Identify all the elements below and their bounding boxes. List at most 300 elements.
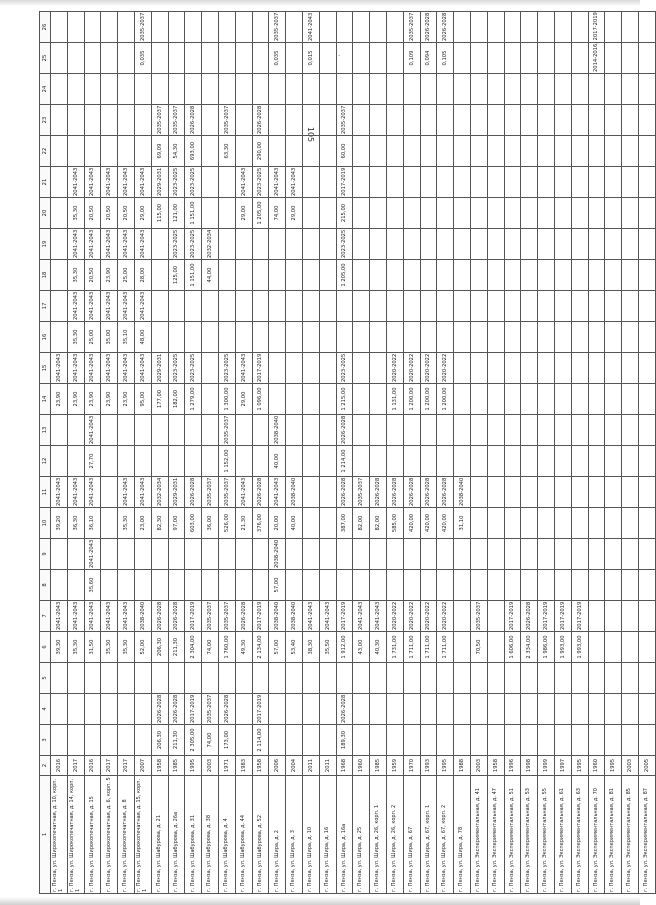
table-cell [454,12,471,43]
table-cell [302,291,319,322]
table-cell [605,384,622,415]
table-cell [235,12,252,43]
table-cell [454,74,471,105]
table-cell [269,384,286,415]
address-cell: г. Пенза, ул. Шира, д. 10 [302,776,319,894]
table-cell [101,539,118,570]
table-cell [101,663,118,694]
table-cell: 2041-2043 [67,353,84,384]
table-cell [403,570,420,601]
table-cell [504,229,521,260]
address-cell: г. Пенза, ул. Шира, д. 3 [286,776,303,894]
table-cell [638,570,655,601]
table-cell: 2026-2028 [336,477,353,508]
table-cell [403,198,420,229]
table-cell [588,105,605,136]
table-cell [420,570,437,601]
table-row [202,12,219,894]
table-cell: 57,00 [269,570,286,601]
table-cell: 1 711,00 [403,632,420,663]
table-header-row [40,12,51,894]
table-cell: 2 334,00 [521,632,538,663]
table-cell [370,570,387,601]
table-cell: 2035-2037 [218,477,235,508]
table-cell [370,694,387,725]
table-cell [51,725,68,756]
table-cell: 35,30 [67,322,84,353]
table-cell [571,446,588,477]
table-cell [151,322,168,353]
table-cell [252,663,269,694]
table-cell [403,694,420,725]
table-cell [487,353,504,384]
table-cell: 35,30 [67,198,84,229]
table-cell [420,663,437,694]
table-cell [235,570,252,601]
table-row [437,12,454,894]
table-cell [302,384,319,415]
table-cell [487,539,504,570]
table-cell [151,291,168,322]
table-cell [151,415,168,446]
table-cell [269,74,286,105]
table-cell [252,12,269,43]
table-cell: 2023-2025 [185,353,202,384]
table-cell [386,136,403,167]
table-cell [302,570,319,601]
table-cell: 1 731,00 [386,632,403,663]
table-cell [605,322,622,353]
table-cell [218,229,235,260]
address-cell: г. Пенза, ул. Экспериментальная, д. 63 [571,776,588,894]
table-cell [252,415,269,446]
table-cell: 2007 [134,756,151,776]
table-cell [638,74,655,105]
address-cell: г. Пенза, ул. Широкопечатная, д. 10, корп. 1 [51,776,68,894]
table-cell: 387,00 [336,508,353,539]
table-cell: 1 711,00 [437,632,454,663]
table-cell [504,167,521,198]
table-cell [336,322,353,353]
table-cell [269,322,286,353]
table-cell: 2035-2037 [218,415,235,446]
table-cell [454,136,471,167]
table-cell [638,539,655,570]
table-cell: 2035-2037 [353,477,370,508]
table-cell [118,136,135,167]
table-cell: 2 134,00 [252,632,269,663]
table-cell: 2041-2043 [370,601,387,632]
table-cell [521,167,538,198]
table-cell [252,229,269,260]
table-cell: 20,00 [269,508,286,539]
table-cell [202,167,219,198]
table-cell [302,260,319,291]
table-row [622,12,639,894]
table-cell [588,136,605,167]
table-cell: 2041-2043 [302,601,319,632]
table-cell: 2026-2028 [437,477,454,508]
table-cell [134,725,151,756]
table-cell [437,198,454,229]
table-cell [353,260,370,291]
table-cell: 63,30 [218,136,235,167]
table-cell [235,291,252,322]
table-cell: 2023-2025 [185,167,202,198]
table-cell [538,384,555,415]
table-cell: 2041-2043 [118,601,135,632]
table-cell [151,12,168,43]
table-cell [605,694,622,725]
address-cell: г. Пенза, ул. Широкопечатная, д. 8 [118,776,135,894]
table-cell: 1 151,00 [185,260,202,291]
table-cell [168,322,185,353]
table-cell: 125,00 [168,260,185,291]
table-cell [51,663,68,694]
table-cell [605,570,622,601]
table-cell [319,322,336,353]
table-cell: 1993 [420,756,437,776]
table-cell [235,74,252,105]
table-cell: 2026-2028 [252,105,269,136]
table-cell [151,570,168,601]
table-cell [370,415,387,446]
table-cell [286,384,303,415]
column-number-header: 22 [40,136,51,167]
table-cell [336,570,353,601]
scan-speck: · [338,52,341,60]
table-cell [554,43,571,74]
table-row [151,12,168,894]
table-cell: 2041-2043 [67,291,84,322]
table-cell [605,291,622,322]
table-row [168,12,185,894]
table-cell [504,136,521,167]
table-cell [571,167,588,198]
table-cell [638,446,655,477]
table-cell [218,43,235,74]
table-cell [134,539,151,570]
table-cell [302,694,319,725]
table-cell [185,570,202,601]
table-cell [504,105,521,136]
table-cell: 35,30 [118,632,135,663]
table-cell [134,105,151,136]
table-cell: 2020-2022 [386,601,403,632]
column-number-header: 20 [40,198,51,229]
table-cell [487,105,504,136]
address-cell: г. Пенза, ул. Шира, д. 67, корп. 2 [437,776,454,894]
table-cell: 1 205,00 [336,260,353,291]
table-cell [554,12,571,43]
table-cell [605,601,622,632]
table-row [302,12,319,894]
table-row [252,12,269,894]
table-cell: 2023-2025 [252,167,269,198]
table-cell: 57,00 [269,632,286,663]
column-number-header: 17 [40,291,51,322]
table-cell: 82,00 [370,508,387,539]
table-cell [605,260,622,291]
table-cell [521,725,538,756]
table-cell: 49,30 [235,632,252,663]
table-cell [554,415,571,446]
table-cell [269,260,286,291]
table-cell: 2011 [302,756,319,776]
table-cell [605,663,622,694]
table-cell [437,446,454,477]
table-cell [638,477,655,508]
table-cell [470,694,487,725]
table-cell [370,725,387,756]
table-cell [605,539,622,570]
table-cell [622,12,639,43]
table-cell [101,477,118,508]
table-cell: 2026-2028 [336,415,353,446]
table-cell [521,570,538,601]
table-cell [118,12,135,43]
table-cell [286,260,303,291]
table-cell [269,105,286,136]
table-cell [588,167,605,198]
table-cell [202,198,219,229]
table-cell [538,415,555,446]
table-cell: 1 711,00 [420,632,437,663]
column-number-header: 6 [40,632,51,663]
table-cell [622,477,639,508]
table-cell [554,446,571,477]
table-cell [588,570,605,601]
table-cell [487,12,504,43]
table-cell [454,167,471,198]
table-cell: 2035-2037 [168,105,185,136]
table-cell [370,539,387,570]
address-cell: г. Пенза, ул. Экспериментальная, д. 47 [487,776,504,894]
address-cell: г. Пенза, ул. Шира, д. 78 [454,776,471,894]
table-cell [118,415,135,446]
table-cell [588,229,605,260]
table-cell [588,291,605,322]
address-cell: г. Пенза, ул. Экспериментальная, д. 53 [521,776,538,894]
address-cell: г. Пенза, ул. Экспериментальная, д. 87 [638,776,655,894]
table-cell [588,663,605,694]
table-cell [622,198,639,229]
table-cell: 2035-2037 [470,601,487,632]
table-cell [454,322,471,353]
table-cell: 1971 [218,756,235,776]
table-cell: 35,50 [319,632,336,663]
table-cell: 2041-2043 [84,291,101,322]
table-cell: 2035-2037 [151,105,168,136]
table-cell: 1 993,00 [571,632,588,663]
address-cell: г. Пенза, ул. Экспериментальная, д. 70 [588,776,605,894]
table-cell [454,632,471,663]
table-cell: 2026-2028 [403,477,420,508]
table-cell [638,415,655,446]
table-cell [571,198,588,229]
table-cell [353,725,370,756]
table-row [269,12,286,894]
table-cell [454,291,471,322]
table-cell: 2041-2043 [51,353,68,384]
table-cell: 2035-2037 [218,105,235,136]
table-cell [437,663,454,694]
table-cell: 1 205,00 [252,198,269,229]
table-cell [151,43,168,74]
table-cell [67,105,84,136]
table-cell [235,539,252,570]
table-cell [386,198,403,229]
table-cell [151,229,168,260]
table-cell [302,229,319,260]
column-number-header: 1 [40,776,51,894]
table-cell [504,539,521,570]
table-cell [454,570,471,601]
table-cell [571,415,588,446]
table-cell [605,74,622,105]
table-cell [218,198,235,229]
table-cell [638,105,655,136]
table-row [319,12,336,894]
table-cell [185,322,202,353]
table-cell [319,260,336,291]
table-cell [638,694,655,725]
column-number-header: 24 [40,74,51,105]
address-cell: г. Пенза, ул. Широкопечатная, д. 6, корп. 5 [101,776,118,894]
table-cell [538,539,555,570]
table-cell [51,415,68,446]
table-cell: 1 131,00 [386,384,403,415]
table-row [571,12,588,894]
table-row [554,12,571,894]
table-cell [386,291,403,322]
column-number-header: 4 [40,694,51,725]
table-cell [353,446,370,477]
table-cell: 2017-2019 [252,353,269,384]
table-cell: 2041-2043 [134,477,151,508]
table-cell [403,663,420,694]
address-cell: г. Пенза, ул. Шабурова, д. 44 [235,776,252,894]
table-cell: 2041-2043 [51,477,68,508]
table-cell [67,694,84,725]
table-cell [118,105,135,136]
table-cell [252,43,269,74]
table-cell [185,415,202,446]
table-cell [554,570,571,601]
table-cell [420,74,437,105]
table-cell [252,322,269,353]
table-cell [353,570,370,601]
table-cell [554,508,571,539]
table-cell [454,415,471,446]
table-cell: 2026-2028 [370,477,387,508]
table-cell: 2041-2043 [134,167,151,198]
table-cell [118,43,135,74]
table-cell [185,663,202,694]
table-cell: 20,50 [101,198,118,229]
table-cell [521,539,538,570]
table-cell [538,260,555,291]
table-cell: 2041-2043 [286,167,303,198]
table-cell [151,446,168,477]
table-cell: 2041-2043 [84,167,101,198]
table-cell [353,43,370,74]
table-cell [84,663,101,694]
table-cell [168,74,185,105]
table-cell [403,446,420,477]
table-row [185,12,202,894]
table-row [336,12,353,894]
column-number-header: 25 [40,43,51,74]
table-cell: 1 152,00 [218,446,235,477]
table-cell [622,632,639,663]
table-cell: 82,30 [151,508,168,539]
table-cell [319,446,336,477]
table-cell [386,415,403,446]
table-cell: 2023-2025 [168,353,185,384]
table-cell [437,694,454,725]
table-cell [420,415,437,446]
table-cell [538,291,555,322]
table-cell [605,353,622,384]
table-cell [370,198,387,229]
table-cell [470,260,487,291]
table-cell [84,12,101,43]
table-cell: 177,00 [151,384,168,415]
table-cell [202,570,219,601]
table-cell [638,229,655,260]
table-cell: 2041-2043 [118,229,135,260]
table-cell [386,260,403,291]
table-cell [168,291,185,322]
table-cell [84,105,101,136]
table-cell [101,105,118,136]
table-cell: 2003 [622,756,639,776]
table-row [521,12,538,894]
table-cell [470,446,487,477]
table-cell [454,384,471,415]
table-cell [370,105,387,136]
table-cell [420,167,437,198]
table-cell [588,508,605,539]
table-cell: 2041-2043 [353,601,370,632]
table-cell [218,12,235,43]
table-cell [286,74,303,105]
table-cell: 1988 [454,756,471,776]
table-cell: 2041-2043 [84,539,101,570]
table-cell [319,229,336,260]
column-number-header: 14 [40,384,51,415]
table-cell: 74,00 [202,632,219,663]
table-cell [353,12,370,43]
table-cell [370,43,387,74]
table-cell [437,570,454,601]
table-cell: 20,50 [84,260,101,291]
table-cell [487,477,504,508]
column-number-header: 21 [40,167,51,198]
table-cell [521,508,538,539]
table-cell [319,663,336,694]
table-cell [386,725,403,756]
table-cell [588,415,605,446]
table-cell [605,105,622,136]
table-row [235,12,252,894]
table-cell [521,446,538,477]
table-cell [504,353,521,384]
table-body [51,12,656,894]
table-cell: 1995 [437,756,454,776]
table-cell: 35,00 [101,322,118,353]
